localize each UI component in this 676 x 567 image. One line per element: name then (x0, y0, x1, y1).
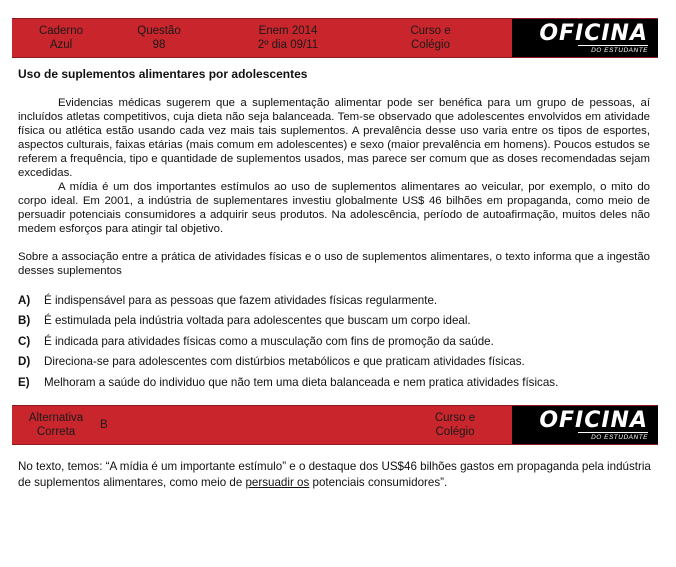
question-title: Uso de suplementos alimentares por adolescentes (18, 67, 308, 81)
comment-part2: potenciais consumidores”. (309, 476, 448, 489)
answer-label-line2: Correta (36, 426, 76, 438)
curso-cell (368, 19, 493, 57)
option-text: Melhoram a saúde do individuo que não tem uma dieta balanceada e nem pratica atividades físicas. (44, 375, 559, 389)
questao-value: 98 (152, 39, 166, 51)
option-letter: B) (18, 314, 31, 328)
exam-cell (208, 19, 368, 57)
answer-value: B (100, 419, 108, 431)
option-letter: C) (18, 334, 31, 348)
answer-curso-cell (410, 406, 500, 444)
answer-label-line1: Alternativa (28, 412, 84, 424)
option-e[interactable] (18, 372, 658, 393)
option-text: Direciona-se para adolescentes com distúrbios metabólicos e que praticam atividades físicas. (44, 355, 525, 369)
option-letter: D) (18, 355, 31, 369)
curso-line2: Colégio (411, 39, 450, 51)
logo-word: OFICINA (539, 407, 648, 433)
oficina-logo (512, 19, 658, 57)
comment-part1: No texto, temos: “A mídia é um importante estímulo” e o destaque dos US$46 bilhões gastos em propaganda pela indústria de suplementos alimentares, como meio de (18, 460, 651, 489)
question-paragraph-1: Evidencias médicas sugerem que a suplementação alimentar pode ser benéfica para um grupo de pessoas, aí incluídos atletas competitivos, cuja dieta não seja balanceada. Tem-se observado que adolescentes envolvidos em atividade física ou atlética estão usando cada vez mais tais suplementos. A prevalência desse uso varia entre os tipos de esportes, aspectos culturais, faixas etárias (mais comum em adolescentes) e sexo (maior prevalência em homens). Poucos estudos se referem a frequência, tipo e quantidade de suplementos usados, mas parece ser comum que as doses recomendadas sejam excedidas. (18, 97, 650, 179)
option-letter: E) (18, 375, 30, 389)
caderno-label: Caderno (38, 25, 84, 37)
answer-label-cell (12, 406, 100, 444)
questao-label: Questão (137, 25, 181, 37)
caderno-value: Azul (49, 39, 73, 51)
logo-subtitle: DO ESTUDANTE (578, 45, 648, 54)
option-text: É indispensável para as pessoas que fazem atividades físicas regularmente. (44, 293, 438, 307)
answer-value-cell (100, 406, 140, 444)
answer-comment (18, 459, 658, 491)
answer-bar (12, 405, 658, 445)
logo-subtitle: DO ESTUDANTE (578, 432, 648, 441)
questao-cell (110, 19, 208, 57)
option-a[interactable] (18, 290, 658, 311)
question-prompt: Sobre a associação entre a prática de atividades físicas e o uso de suplementos alimentares, o texto informa que a ingestão desses suplementos (18, 251, 650, 277)
header-bar (12, 18, 658, 58)
exam-value: 2º dia 09/11 (257, 39, 319, 51)
curso-line1: Curso e (410, 25, 451, 37)
option-text: É estimulada pela indústria voltada para adolescentes que buscam um corpo ideal. (44, 314, 471, 328)
options-list (18, 290, 658, 393)
caderno-cell (12, 19, 110, 57)
option-d[interactable] (18, 352, 658, 373)
answer-curso-line2: Colégio (435, 426, 475, 438)
logo-word: OFICINA (539, 20, 648, 46)
answer-curso-line1: Curso e (434, 412, 476, 424)
option-letter: A) (18, 293, 31, 307)
option-c[interactable] (18, 331, 658, 352)
oficina-logo (512, 406, 658, 444)
comment-underlined: persuadir os (245, 476, 310, 489)
question-paragraph-2: A mídia é um dos importantes estímulos ao uso de suplementos alimentares ao veicular, por exemplo, o mito do corpo ideal. Em 2001, a indústria de suplementares investiu globalmente US$ 46 bilhões em propaganda, como meio de persuadir potenciais consumidores a adquirir seus produtos. Na adolescência, período de autoafirmação, muitos deles não medem esforços para atingir tal objetivo. (18, 181, 650, 235)
exam-label: Enem 2014 (258, 25, 318, 37)
option-b[interactable] (18, 311, 658, 332)
option-text: É indicada para atividades físicas como a musculação com fins de promoção da saúde. (44, 334, 494, 348)
